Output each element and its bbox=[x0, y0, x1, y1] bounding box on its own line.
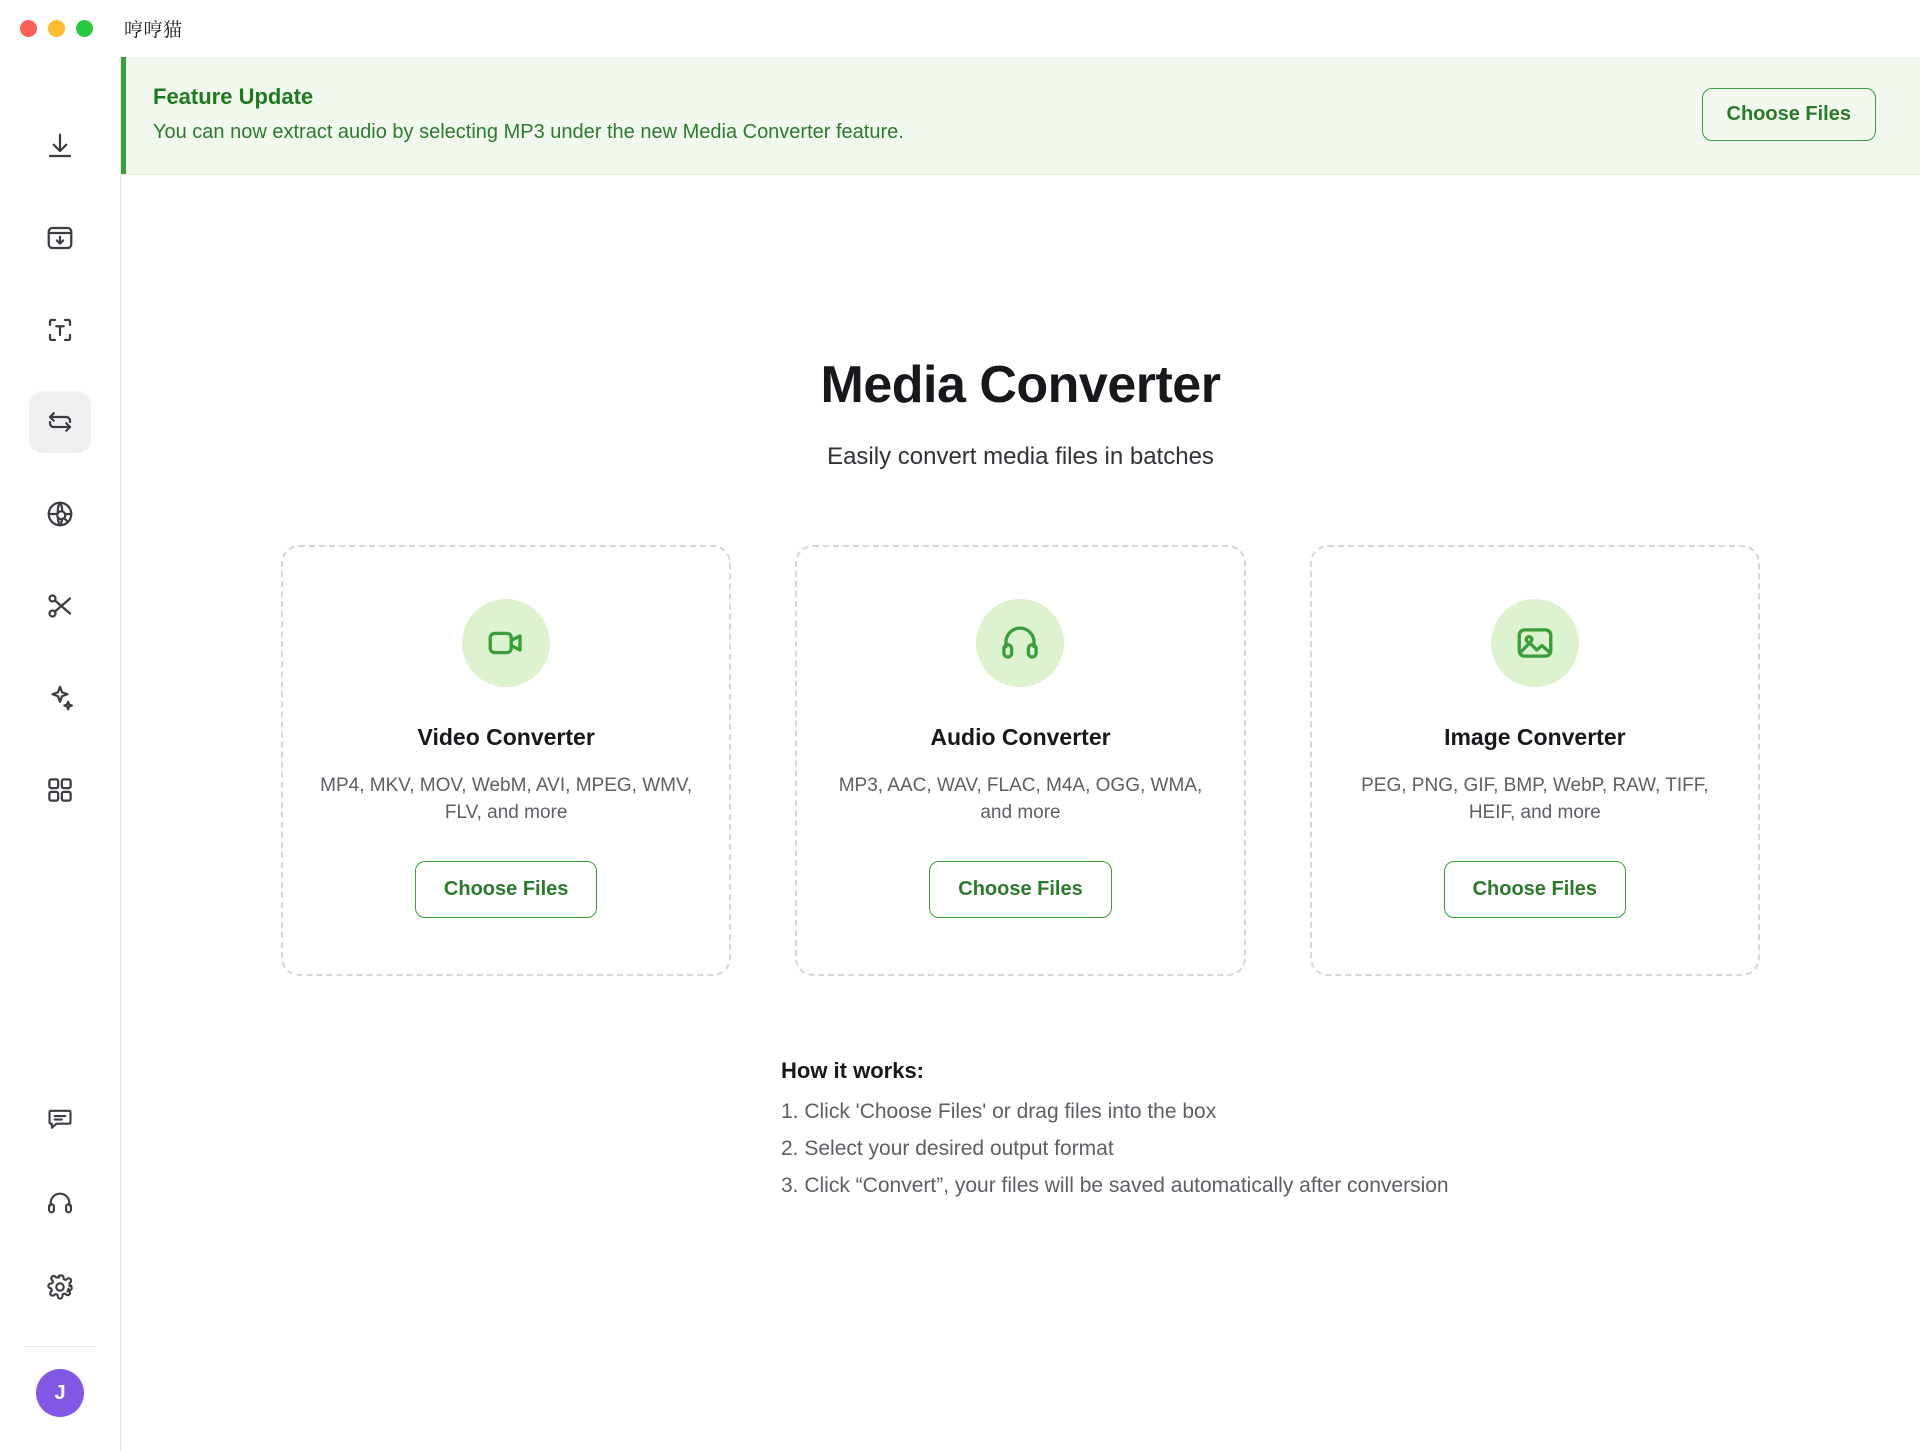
how-it-works-step: 2. Select your desired output format bbox=[781, 1136, 1114, 1160]
card-formats: MP4, MKV, MOV, WebM, AVI, MPEG, WMV, FLV, and more bbox=[320, 775, 693, 823]
sidebar-item-feedback[interactable] bbox=[29, 1088, 91, 1150]
sidebar-item-converter[interactable] bbox=[29, 391, 91, 453]
sidebar-item-ai-tools[interactable] bbox=[29, 667, 91, 729]
how-it-works-step: 3. Click “Convert”, your files will be saved automatically after conversion bbox=[781, 1173, 1449, 1197]
image-choose-files-button[interactable]: Choose Files bbox=[1444, 861, 1626, 918]
banner-choose-files-button[interactable]: Choose Files bbox=[1702, 88, 1876, 141]
converter-content bbox=[121, 175, 1920, 1451]
card-formats: MP3, AAC, WAV, FLAC, M4A, OGG, WMA, and more bbox=[838, 775, 1203, 823]
headphones-icon bbox=[976, 599, 1064, 687]
image-picture-icon bbox=[1491, 599, 1579, 687]
title-bar bbox=[0, 0, 1920, 57]
how-it-works-title: How it works: bbox=[781, 1057, 925, 1083]
sidebar bbox=[0, 57, 121, 1451]
app-body bbox=[0, 57, 1920, 1451]
avatar[interactable]: J bbox=[36, 1369, 84, 1417]
how-it-works bbox=[121, 1058, 1920, 1211]
feedback-icon bbox=[46, 1105, 74, 1133]
sidebar-item-download[interactable] bbox=[29, 115, 91, 177]
sidebar-item-support[interactable] bbox=[29, 1172, 91, 1234]
zoom-window-button[interactable] bbox=[76, 20, 93, 37]
banner-text-group bbox=[149, 84, 904, 144]
card-title: Audio Converter bbox=[930, 724, 1111, 750]
apps-grid-icon bbox=[45, 775, 75, 805]
card-video-converter[interactable] bbox=[281, 545, 731, 976]
sidebar-item-web-search[interactable] bbox=[29, 483, 91, 545]
sidebar-divider bbox=[24, 1346, 96, 1347]
sidebar-item-apps[interactable] bbox=[29, 759, 91, 821]
minimize-window-button[interactable] bbox=[48, 20, 65, 37]
sparkles-icon bbox=[45, 683, 75, 713]
banner-description: You can now extract audio by selecting MP3 under the new Media Converter feature. bbox=[153, 121, 904, 143]
text-extract-icon bbox=[45, 315, 75, 345]
feature-update-banner bbox=[121, 57, 1920, 175]
sidebar-item-cut[interactable] bbox=[29, 575, 91, 637]
card-formats: PEG, PNG, GIF, BMP, WebP, RAW, TIFF, HEIF, and more bbox=[1361, 775, 1709, 823]
sidebar-item-text-extract[interactable] bbox=[29, 299, 91, 361]
sidebar-item-settings[interactable] bbox=[29, 1256, 91, 1318]
card-image-converter[interactable] bbox=[1310, 545, 1760, 976]
settings-gear-icon bbox=[46, 1273, 74, 1301]
window-controls bbox=[20, 20, 93, 37]
support-headset-icon bbox=[46, 1189, 74, 1217]
scissors-icon bbox=[45, 591, 75, 621]
card-title: Video Converter bbox=[417, 724, 595, 750]
card-audio-converter[interactable] bbox=[795, 545, 1245, 976]
main-content bbox=[121, 57, 1920, 1451]
web-search-icon bbox=[45, 499, 75, 529]
card-title: Image Converter bbox=[1444, 724, 1626, 750]
page-subtitle: Easily convert media files in batches bbox=[827, 443, 1214, 470]
banner-title: Feature Update bbox=[153, 84, 314, 109]
video-camera-icon bbox=[462, 599, 550, 687]
sidebar-item-batch-download[interactable] bbox=[29, 207, 91, 269]
convert-icon bbox=[45, 407, 75, 437]
batch-download-icon bbox=[45, 223, 75, 253]
close-window-button[interactable] bbox=[20, 20, 37, 37]
how-it-works-step: 1. Click 'Choose Files' or drag files into the box bbox=[781, 1099, 1217, 1123]
download-icon bbox=[45, 131, 75, 161]
audio-choose-files-button[interactable]: Choose Files bbox=[929, 861, 1111, 918]
page-title: Media Converter bbox=[820, 356, 1221, 414]
app-title: 哼哼猫 bbox=[124, 20, 183, 41]
sidebar-bottom-group bbox=[0, 1088, 120, 1451]
video-choose-files-button[interactable]: Choose Files bbox=[415, 861, 597, 918]
converter-cards bbox=[121, 545, 1920, 976]
